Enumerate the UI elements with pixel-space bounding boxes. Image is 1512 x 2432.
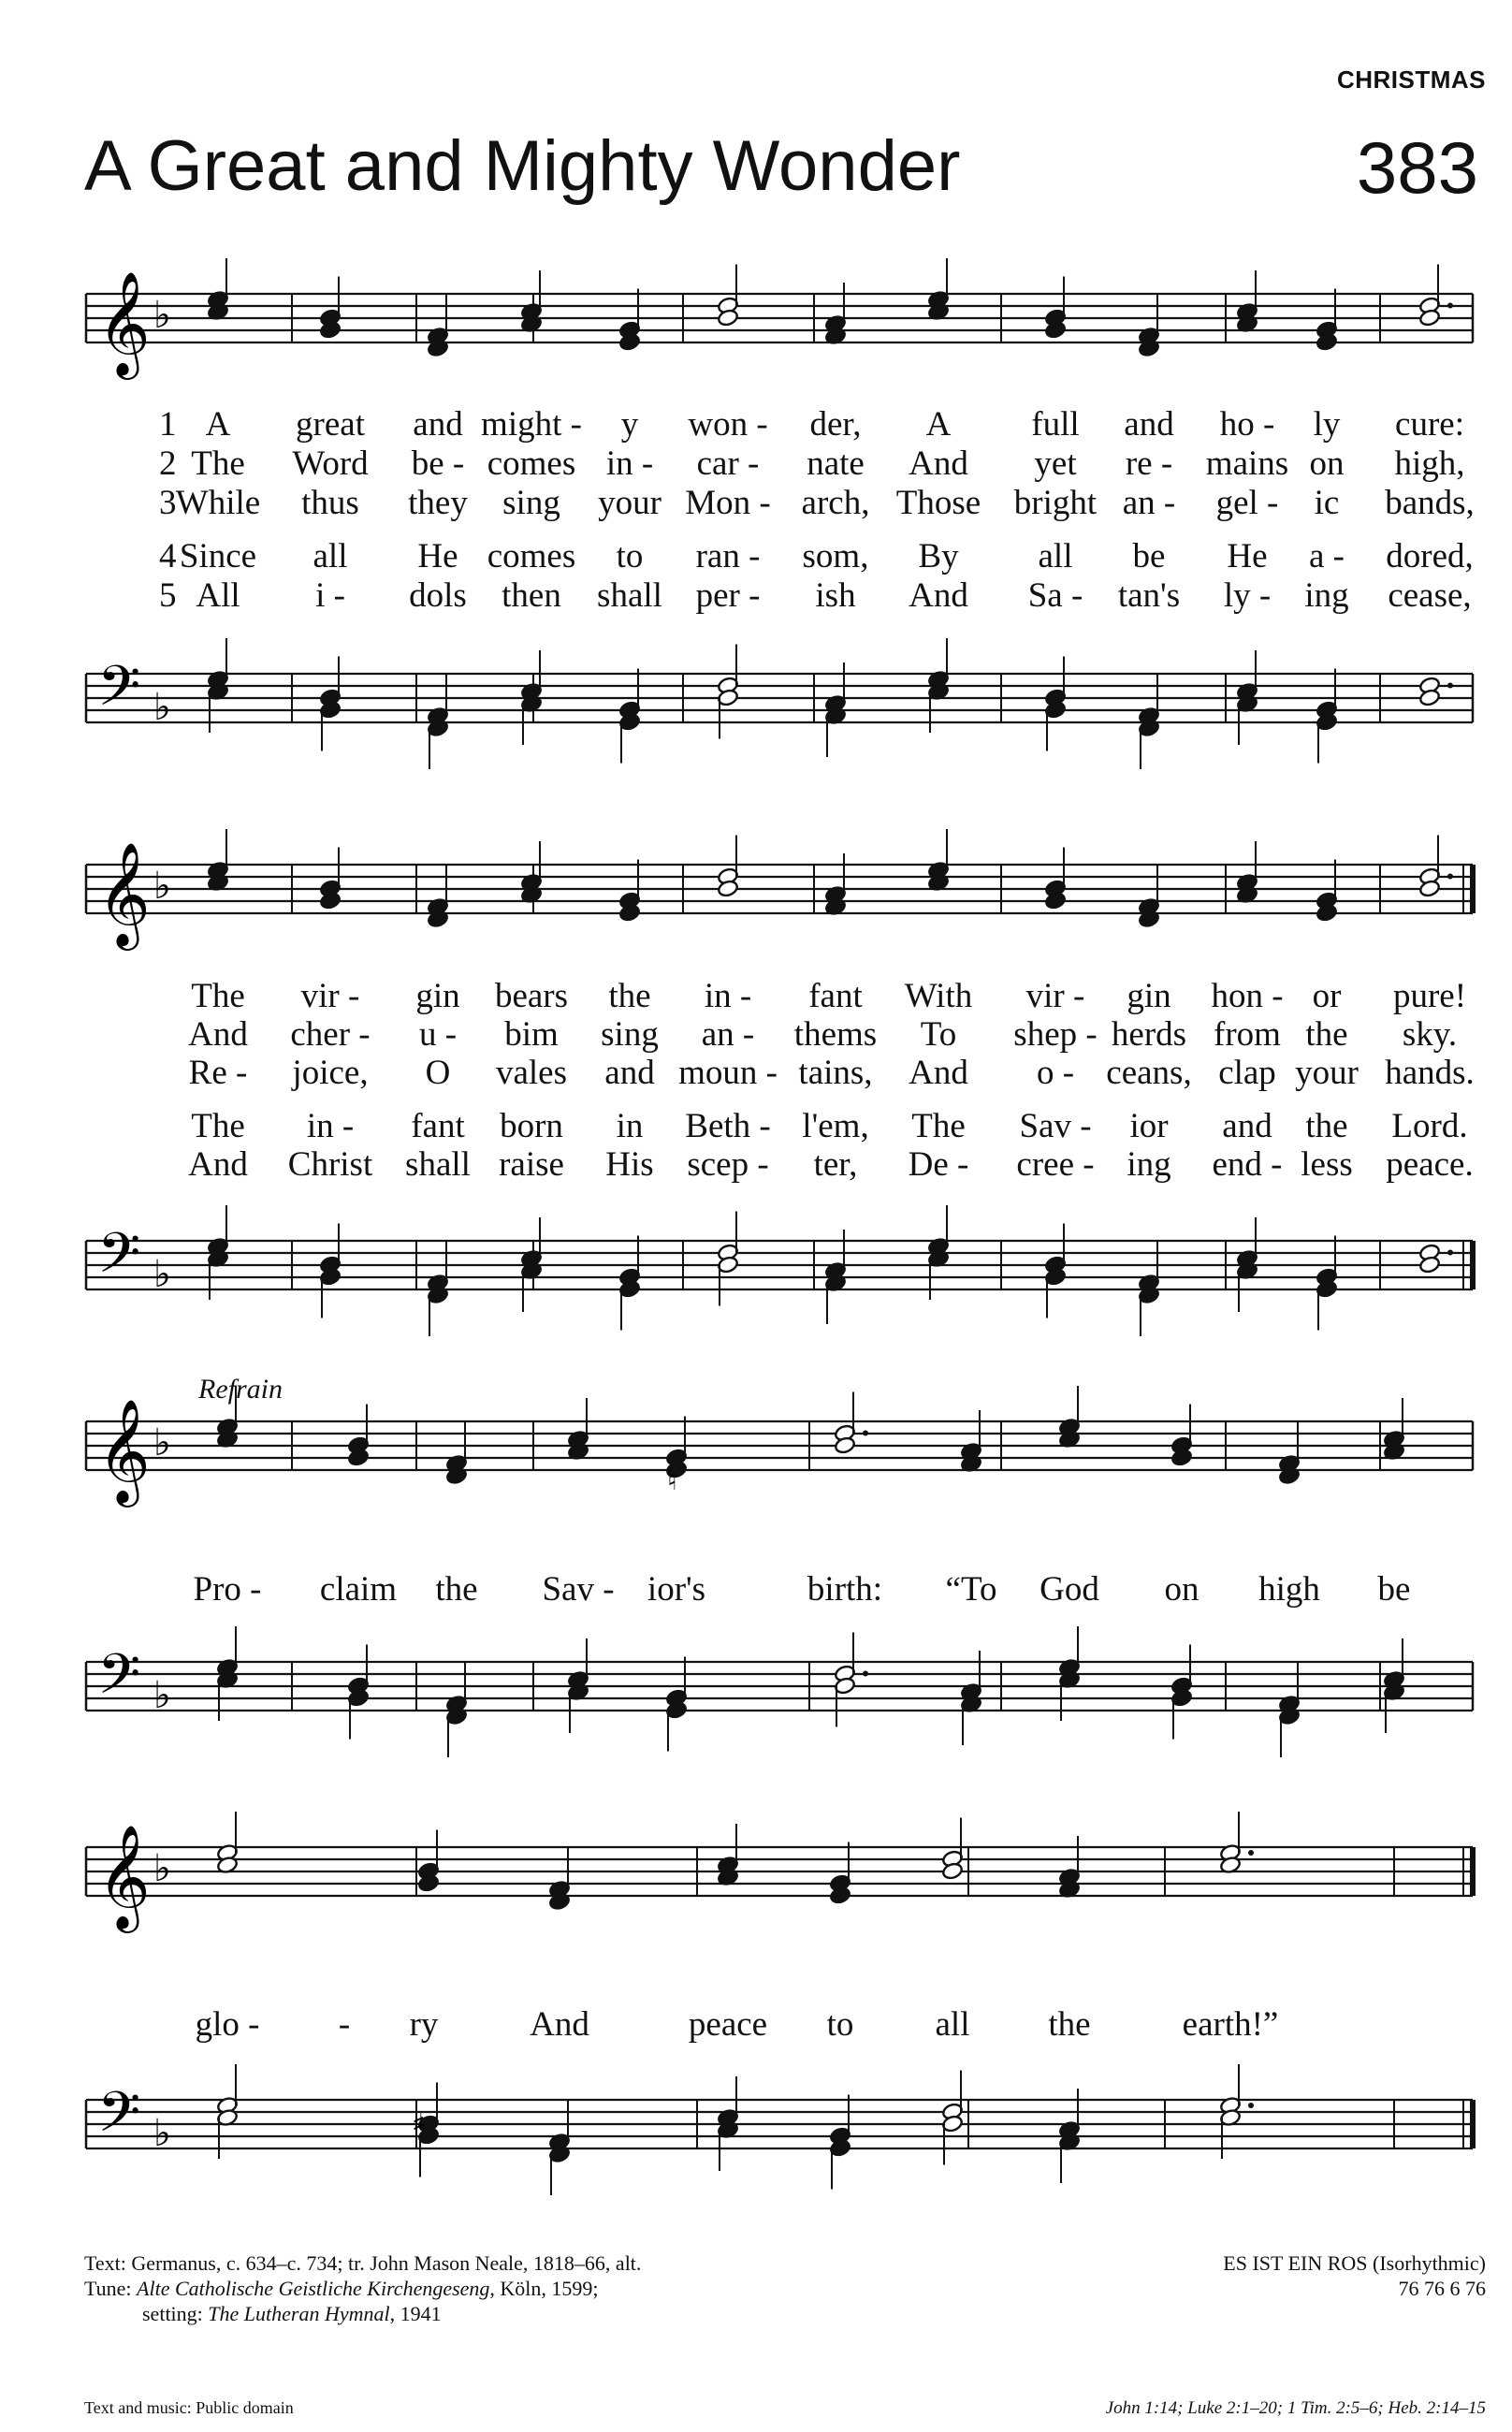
lyric-syllable: der, xyxy=(809,405,862,444)
lyric-syllable: end - xyxy=(1212,1145,1283,1184)
treble-staff-system-2 xyxy=(0,841,1512,954)
lyric-syllable: raise xyxy=(499,1145,564,1184)
lyric-syllable: Sav - xyxy=(542,1570,615,1609)
augmentation-dot xyxy=(1447,1250,1453,1256)
lyric-syllable: And xyxy=(909,1054,968,1092)
lyric-syllable: on xyxy=(1164,1570,1199,1609)
lyric-syllable: Sa - xyxy=(1027,576,1083,615)
lyric-syllable: ing xyxy=(1304,576,1349,615)
text-credit xyxy=(84,2250,795,2276)
lyric-syllable: to xyxy=(826,2005,854,2044)
lyric-syllable: all xyxy=(1038,537,1073,575)
treble-clef-icon: 𝄞 xyxy=(97,1398,151,1503)
lyric-syllable: yet xyxy=(1034,444,1077,483)
lyric-syllable: - xyxy=(338,2005,351,2044)
scripture-refs: John 1:14; Luke 2:1–20; 1 Tim. 2:5–6; Heb. 2:14–15 xyxy=(1105,2398,1486,2418)
bass-staff-system-1 xyxy=(0,653,1512,801)
lyric-syllable: all xyxy=(935,2005,970,2044)
lyric-syllable: ry xyxy=(409,2005,439,2044)
lyric-syllable: less xyxy=(1301,1145,1353,1184)
verse-number: 3 xyxy=(159,484,177,522)
lyric-syllable: While xyxy=(175,484,261,522)
flat-icon: ♭ xyxy=(153,865,171,908)
lyric-line xyxy=(0,444,1512,481)
lyric-syllable: nate xyxy=(807,444,865,483)
lyric-syllable: claim xyxy=(319,1570,398,1609)
lyric-syllable: And xyxy=(909,576,968,615)
lyric-syllable: or xyxy=(1312,977,1342,1015)
lyric-syllable: an - xyxy=(701,1015,755,1054)
lyric-syllable: Since xyxy=(179,537,257,575)
treble-staff-system-1 xyxy=(0,270,1512,384)
lyric-syllable: they xyxy=(408,484,468,522)
lyric-syllable: The xyxy=(191,977,245,1015)
lyric-syllable: the xyxy=(608,977,651,1015)
setting-credit xyxy=(84,2301,795,2326)
section-label: CHRISTMAS xyxy=(1336,66,1486,94)
lyric-syllable: bears xyxy=(494,977,569,1015)
lyric-syllable: bim xyxy=(504,1015,559,1054)
lyric-syllable: shall xyxy=(405,1145,471,1184)
hymn-number: 383 xyxy=(1356,126,1478,209)
lyric-syllable: hands. xyxy=(1385,1054,1475,1092)
tune-name: ES IST EIN ROS (Isorhythmic) xyxy=(1223,2251,1486,2275)
rights-notice: Text and music: Public domain xyxy=(84,2398,294,2417)
lyric-syllable: great xyxy=(296,405,365,444)
lyric-syllable: and xyxy=(604,1054,655,1092)
lyric-syllable: sing xyxy=(502,484,560,522)
lyric-syllable: A xyxy=(925,405,952,444)
lyric-syllable: car - xyxy=(696,444,760,483)
lyric-syllable: comes xyxy=(487,537,576,575)
lyric-syllable: fant xyxy=(808,977,863,1015)
lyric-syllable: pure! xyxy=(1392,977,1467,1015)
bass-clef-icon: 𝄢 xyxy=(97,1220,141,1299)
setting-source: The Lutheran Hymnal xyxy=(208,2302,390,2325)
flat-icon: ♭ xyxy=(153,1674,171,1717)
lyric-syllable: He xyxy=(1227,537,1268,575)
lyric-syllable: som, xyxy=(802,537,869,575)
lyric-syllable: your xyxy=(598,484,662,522)
lyric-syllable: bands, xyxy=(1385,484,1475,522)
lyric-syllable: vir - xyxy=(1025,977,1085,1015)
lyric-syllable: shep - xyxy=(1013,1015,1098,1054)
bass-clef-icon: 𝄢 xyxy=(97,653,141,732)
augmentation-dot xyxy=(1248,2103,1254,2108)
lyric-syllable: then xyxy=(502,576,561,615)
lyric-syllable: peace. xyxy=(1386,1145,1474,1184)
lyric-syllable: sky. xyxy=(1402,1015,1458,1054)
treble-staff-system-4 xyxy=(0,1824,1512,1937)
lyric-syllable: All xyxy=(196,576,240,615)
lyric-syllable: ran - xyxy=(695,537,761,575)
lyric-syllable: ly xyxy=(1313,405,1341,444)
lyric-syllable: in - xyxy=(704,977,752,1015)
lyric-syllable: might - xyxy=(481,405,582,444)
lyric-syllable: God xyxy=(1040,1570,1099,1609)
lyric-line xyxy=(0,1569,1512,1607)
flat-icon: ♭ xyxy=(153,294,171,337)
lyric-syllable: be xyxy=(1132,537,1166,575)
lyric-syllable: born xyxy=(500,1107,563,1145)
lyric-syllable: gel - xyxy=(1215,484,1279,522)
lyric-syllable: and xyxy=(413,405,463,444)
tune-credit-label: Tune: xyxy=(84,2277,132,2300)
lyric-syllable: o - xyxy=(1036,1054,1075,1092)
lyric-syllable: the xyxy=(435,1570,478,1609)
lyric-line xyxy=(0,404,1512,442)
refrain-label: Refrain xyxy=(198,1374,283,1405)
lyric-syllable: cher - xyxy=(290,1015,371,1054)
lyric-syllable: The xyxy=(191,444,245,483)
lyric-syllable: “To xyxy=(945,1570,997,1609)
verse-number: 5 xyxy=(159,576,177,615)
lyric-syllable: Sav - xyxy=(1019,1107,1092,1145)
lyric-syllable: all xyxy=(313,537,348,575)
lyric-syllable: dored, xyxy=(1386,537,1474,575)
lyric-syllable: on xyxy=(1309,444,1345,483)
lyric-syllable: A xyxy=(205,405,231,444)
lyric-syllable: full xyxy=(1031,405,1080,444)
lyric-syllable: And xyxy=(530,2005,589,2044)
lyric-syllable: re - xyxy=(1125,444,1173,483)
lyric-line xyxy=(0,1144,1512,1182)
flat-icon: ♭ xyxy=(153,2112,171,2155)
lyric-line xyxy=(0,1014,1512,1052)
augmentation-dot xyxy=(1447,874,1453,880)
lyric-syllable: And xyxy=(188,1145,248,1184)
lyric-syllable: clap xyxy=(1218,1054,1276,1092)
lyric-syllable: scep - xyxy=(687,1145,769,1184)
lyric-syllable: and xyxy=(1222,1107,1272,1145)
lyric-syllable: Lord. xyxy=(1391,1107,1468,1145)
bass-staff-system-2 xyxy=(0,1220,1512,1368)
lyric-syllable: won - xyxy=(688,405,768,444)
lyric-syllable: u - xyxy=(418,1015,458,1054)
treble-clef-icon: 𝄞 xyxy=(97,841,151,946)
lyric-syllable: His xyxy=(605,1145,654,1184)
tune-source: Alte Catholische Geistliche Kirchengeseng xyxy=(137,2277,490,2300)
treble-staff-system-3 xyxy=(0,1398,1512,1530)
setting-year: , 1941 xyxy=(389,2302,442,2325)
lyric-syllable: Beth - xyxy=(685,1107,771,1145)
lyric-syllable: be xyxy=(1377,1570,1411,1609)
lyric-syllable: hon - xyxy=(1211,977,1284,1015)
lyric-syllable: an - xyxy=(1122,484,1176,522)
lyric-syllable: sing xyxy=(601,1015,659,1054)
lyric-syllable: birth: xyxy=(807,1570,883,1609)
lyric-syllable: and xyxy=(1124,405,1174,444)
lyric-line xyxy=(0,536,1512,574)
lyric-syllable: the xyxy=(1305,1015,1348,1054)
tune-info xyxy=(1223,2250,1486,2301)
lyric-syllable: vir - xyxy=(300,977,360,1015)
lyric-syllable: moun - xyxy=(678,1054,778,1092)
lyric-syllable: ing xyxy=(1127,1145,1171,1184)
lyric-syllable: cease, xyxy=(1388,576,1472,615)
flat-icon: ♭ xyxy=(153,1253,171,1296)
lyric-syllable: With xyxy=(904,977,973,1015)
lyric-syllable: vales xyxy=(495,1054,568,1092)
augmentation-dot xyxy=(1248,1850,1254,1856)
lyric-syllable: By xyxy=(918,537,959,575)
lyric-syllable: l'em, xyxy=(802,1107,869,1145)
natural-icon: ♮ xyxy=(667,1464,677,1497)
tune-place: , Köln, 1599; xyxy=(489,2277,599,2300)
lyric-line xyxy=(0,575,1512,613)
lyric-syllable: tan's xyxy=(1117,576,1181,615)
augmentation-dot xyxy=(1447,303,1453,309)
lyric-syllable: Re - xyxy=(188,1054,248,1092)
lyric-syllable: earth!” xyxy=(1182,2005,1279,2044)
lyric-syllable: in - xyxy=(605,444,654,483)
lyric-syllable: tains, xyxy=(798,1054,873,1092)
lyric-syllable: cure: xyxy=(1395,405,1464,444)
augmentation-dot xyxy=(863,1431,868,1436)
lyric-syllable: ho - xyxy=(1219,405,1275,444)
hymn-title: A Great and Mighty Wonder xyxy=(84,126,961,206)
lyric-syllable: comes xyxy=(487,444,576,483)
lyric-syllable: ior xyxy=(1129,1107,1169,1145)
lyric-syllable: To xyxy=(920,1015,957,1054)
verse-number: 1 xyxy=(159,405,177,444)
lyric-syllable: Mon - xyxy=(685,484,771,522)
lyric-syllable: the xyxy=(1048,2005,1091,2044)
setting-label: setting: xyxy=(142,2302,203,2325)
lyric-syllable: high, xyxy=(1394,444,1465,483)
lyric-syllable: ic xyxy=(1314,484,1340,522)
credits xyxy=(84,2250,795,2326)
lyric-syllable: i - xyxy=(315,576,345,615)
lyric-syllable: bright xyxy=(1013,484,1098,522)
lyric-syllable: the xyxy=(1305,1107,1348,1145)
text-credit-value: Germanus, c. 634–c. 734; tr. John Mason Neale, 1818–66, alt. xyxy=(131,2251,642,2275)
lyric-syllable: ter, xyxy=(813,1145,858,1184)
lyric-syllable: The xyxy=(191,1107,245,1145)
tune-credit xyxy=(84,2276,795,2301)
lyric-syllable: peace xyxy=(688,2005,768,2044)
lyric-syllable: thus xyxy=(301,484,359,522)
lyric-syllable: ceans, xyxy=(1106,1054,1192,1092)
verse-number: 2 xyxy=(159,444,177,483)
lyric-syllable: ly - xyxy=(1223,576,1272,615)
lyric-syllable: thems xyxy=(793,1015,878,1054)
bass-clef-icon: 𝄢 xyxy=(97,2079,141,2158)
lyric-syllable: dols xyxy=(409,576,467,615)
bass-clef-icon: 𝄢 xyxy=(97,1641,141,1720)
flat-icon: ♭ xyxy=(153,686,171,729)
lyric-syllable: And xyxy=(909,444,968,483)
bass-staff-system-4 xyxy=(0,2079,1512,2227)
lyric-syllable: gin xyxy=(1127,977,1171,1015)
lyric-syllable: y xyxy=(620,405,639,444)
lyric-syllable: And xyxy=(188,1015,248,1054)
lyric-syllable: Pro - xyxy=(193,1570,262,1609)
lyric-syllable: The xyxy=(911,1107,966,1145)
lyric-syllable: shall xyxy=(597,576,662,615)
lyric-syllable: joice, xyxy=(292,1054,369,1092)
treble-clef-icon: 𝄞 xyxy=(97,270,151,375)
flat-icon: ♭ xyxy=(153,1847,171,1890)
meter: 76 76 6 76 xyxy=(1398,2277,1486,2300)
lyric-syllable: He xyxy=(417,537,458,575)
lyric-syllable: arch, xyxy=(801,484,870,522)
lyric-syllable: gin xyxy=(415,977,460,1015)
treble-clef-icon: 𝄞 xyxy=(97,1824,151,1929)
lyric-line xyxy=(0,483,1512,520)
sharp-icon: ♯ xyxy=(412,2108,426,2141)
text-credit-label: Text: xyxy=(84,2251,126,2275)
lyric-syllable: a - xyxy=(1309,537,1345,575)
lyric-line xyxy=(0,1106,1512,1143)
lyric-line xyxy=(0,976,1512,1013)
lyric-syllable: glo - xyxy=(195,2005,260,2044)
verse-number: 4 xyxy=(159,537,177,575)
augmentation-dot xyxy=(863,1671,868,1677)
lyric-syllable: ish xyxy=(815,576,856,615)
lyric-syllable: to xyxy=(616,537,644,575)
lyric-syllable: Christ xyxy=(287,1145,373,1184)
lyric-syllable: herds xyxy=(1111,1015,1187,1054)
lyric-syllable: your xyxy=(1295,1054,1359,1092)
lyric-syllable: Word xyxy=(292,444,369,483)
lyric-syllable: per - xyxy=(695,576,761,615)
lyric-line xyxy=(0,2004,1512,2042)
lyric-syllable: mains xyxy=(1205,444,1289,483)
lyric-syllable: in xyxy=(616,1107,644,1145)
flat-icon: ♭ xyxy=(153,1421,171,1464)
lyric-syllable: high xyxy=(1258,1570,1320,1609)
lyric-syllable: O xyxy=(425,1054,451,1092)
lyric-syllable: fant xyxy=(411,1107,465,1145)
lyric-syllable: De - xyxy=(908,1145,969,1184)
lyric-syllable: cree - xyxy=(1016,1145,1095,1184)
lyric-syllable: ior's xyxy=(647,1570,706,1609)
lyric-syllable: in - xyxy=(306,1107,355,1145)
lyric-syllable: Those xyxy=(895,484,981,522)
augmentation-dot xyxy=(1447,683,1453,689)
lyric-syllable: from xyxy=(1214,1015,1281,1054)
lyric-line xyxy=(0,1053,1512,1090)
bass-staff-system-3 xyxy=(0,1641,1512,1789)
lyric-syllable: be - xyxy=(411,444,465,483)
